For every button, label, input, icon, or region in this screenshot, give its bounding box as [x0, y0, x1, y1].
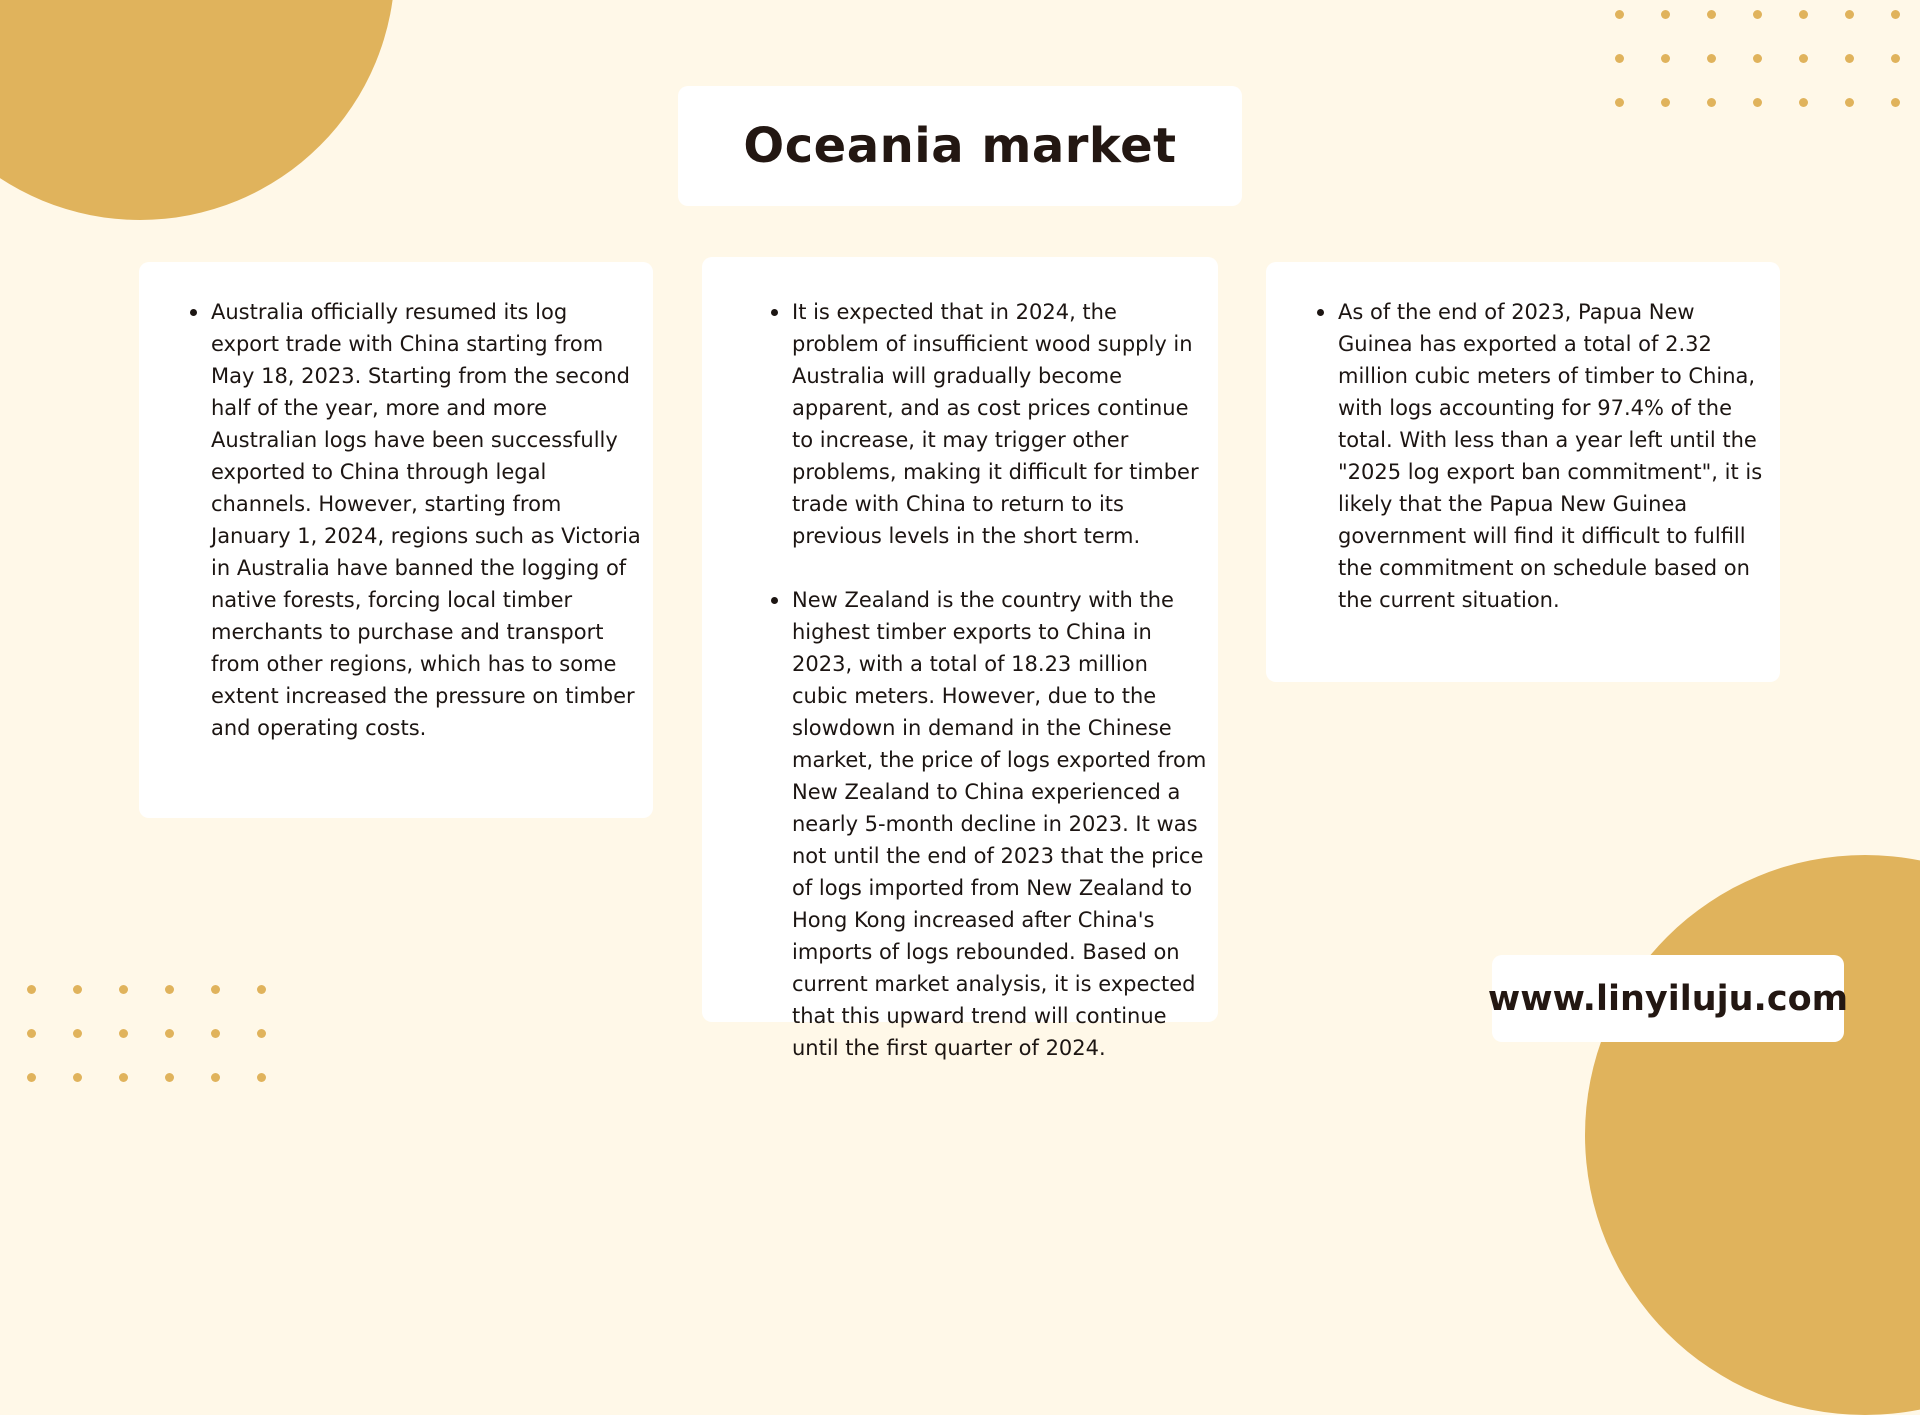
bullet-item: New Zealand is the country with the highest timber exports to China in 2023, with a total of 18.23 million cubic meters. However, due to the slowdown in demand in the Chinese market, the price of logs exported from New Zealand to China experienced a nearly 5-month decline in 2023. It was not until the end of 2023 that the price of logs imported from New Zealand to Hong Kong increased after China's imports of logs rebounded. Based on current market analysis, it is expected that this upward trend will continue until the first quarter of 2024. [792, 584, 1210, 1064]
content-card-new-zealand [702, 257, 1218, 1060]
website-card [1487, 955, 1849, 1042]
dot-pattern-top-right [1615, 10, 1900, 107]
bullet-item: Australia officially resumed its log export trade with China starting from May 18, 2023. Starting from the second half of the year, more and more Australian logs have been successfully exported to China through legal channels. However, starting from January 1, 2024, regions such as Victoria in Australia have banned the logging of native forests, forcing local timber merchants to purchase and transport from other regions, which has to some extent increased the pressure on timber and operating costs. [211, 296, 641, 744]
bullet-list [792, 296, 1210, 1064]
bullet-list [1338, 296, 1768, 616]
content-card-papua-new-guinea [1266, 262, 1780, 682]
title-card [678, 86, 1242, 206]
website-url: www.linyiluju.com [1487, 978, 1849, 1019]
bullet-item: It is expected that in 2024, the problem of insufficient wood supply in Australia will gradually become apparent, and as cost prices continue to increase, it may trigger other problems, making it difficult for timber trade with China to return to its previous levels in the short term. [792, 296, 1210, 552]
content-card-australia [139, 262, 653, 818]
decorative-circle-top-left [0, 0, 395, 220]
decorative-circle-bottom-right [1585, 855, 1920, 1415]
bullet-item: As of the end of 2023, Papua New Guinea has exported a total of 2.32 million cubic meters of timber to China, with logs accounting for 97.4% of the total. With less than a year left until the "2025 log export ban commitment", it is likely that the Papua New Guinea government will find it difficult to fulfill the commitment on schedule based on the current situation. [1338, 296, 1768, 616]
dot-pattern-bottom-left [27, 985, 266, 1082]
bullet-list [211, 296, 641, 744]
page-title: Oceania market [743, 118, 1177, 174]
